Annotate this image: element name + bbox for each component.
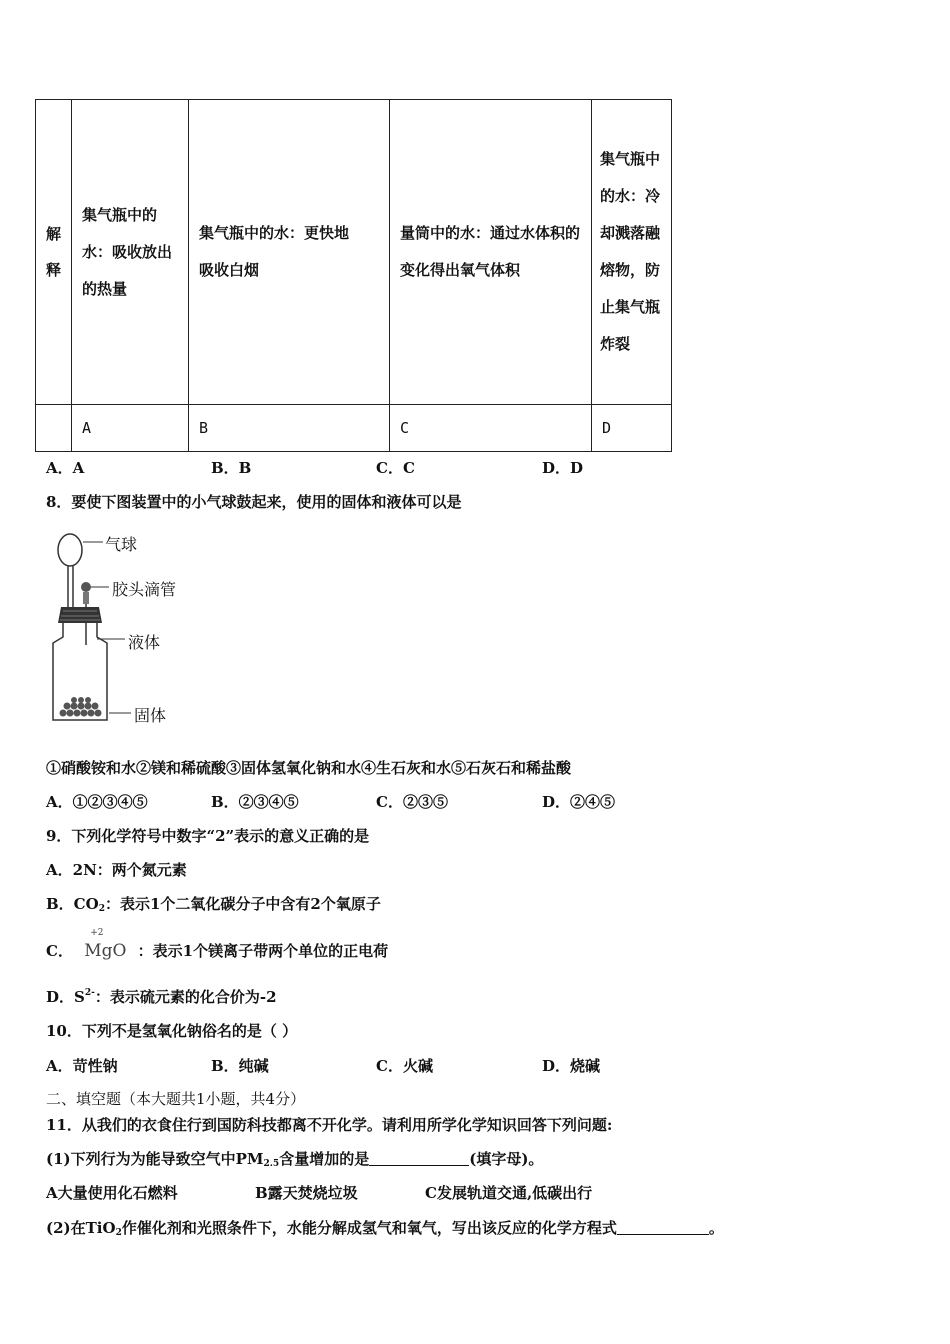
q9-option-a[interactable]: A．2N：两个氮元素 <box>46 861 187 879</box>
q9-option-d[interactable] <box>46 986 277 1007</box>
solid-particles <box>60 697 102 717</box>
letter-b: B <box>189 405 390 452</box>
q9-d-superscript: 2- <box>84 988 95 998</box>
q8-option-b[interactable]: B．②③④⑤ <box>211 793 299 811</box>
q7-table <box>35 99 672 452</box>
explanation-d: 集气瓶中的水：冷却溅落融熔物，防止集气瓶炸裂 <box>592 100 672 405</box>
q11-option-b[interactable]: B露天焚烧垃圾 <box>255 1184 358 1202</box>
q10-option-d[interactable]: D．烧碱 <box>542 1057 601 1075</box>
apparatus-figure <box>45 525 205 730</box>
q9-b-subscript: 2 <box>98 904 105 914</box>
q7-option-a[interactable]: A．A <box>46 459 85 477</box>
q8-option-d[interactable]: D．②④⑤ <box>542 793 616 811</box>
q9-option-c[interactable] <box>46 928 389 961</box>
q7-option-b[interactable]: B．B <box>211 459 252 477</box>
q11-p2-end: 。 <box>708 1219 724 1237</box>
q7-option-c[interactable]: C．C <box>376 459 415 477</box>
q11-part1 <box>46 1148 543 1169</box>
q11-stem: 11．从我们的衣食住行到国防科技都离不开化学。请利用所学化学知识回答下列问题: <box>46 1116 613 1134</box>
rubber-stopper <box>58 607 102 623</box>
label-dropper: 胶头滴管 <box>112 580 177 599</box>
q9-d-prefix: D．S <box>46 988 85 1006</box>
row-header: 解释 <box>36 100 72 405</box>
q8-option-a[interactable]: A．①②③④⑤ <box>46 793 148 811</box>
letter-a: A <box>72 405 189 452</box>
q8-option-c[interactable]: C．②③⑤ <box>376 793 448 811</box>
mgo-text: MgO <box>84 941 127 961</box>
q11-p2-prefix: (2)在TiO <box>46 1219 116 1237</box>
label-balloon: 气球 <box>105 535 138 554</box>
q11-p1-prefix: (1)下列行为为能导致空气中PM <box>46 1150 264 1168</box>
q9-option-b[interactable] <box>46 893 381 914</box>
q11-p1-suffix: 含量增加的是 <box>279 1150 370 1168</box>
q9-c-suffix: ：表示1个镁离子带两个单位的正电荷 <box>137 942 389 960</box>
q9-c-prefix: C． <box>46 942 73 960</box>
mgo-charge: +2 <box>90 928 104 938</box>
letter-c: C <box>390 405 592 452</box>
label-solid: 固体 <box>134 706 167 725</box>
dropper-bulb <box>81 582 91 592</box>
answer-blank-1[interactable] <box>369 1150 469 1166</box>
explanation-a: 集气瓶中的水：吸收放出的热量 <box>72 100 189 405</box>
letter-d: D <box>592 405 672 452</box>
q9-b-suffix: ：表示1个二氧化碳分子中含有2个氧原子 <box>104 895 381 913</box>
q9-stem: 9．下列化学符号中数字“2”表示的意义正确的是 <box>46 827 370 845</box>
label-liquid: 液体 <box>128 633 161 652</box>
q11-option-a[interactable]: A大量使用化石燃料 <box>46 1184 178 1202</box>
q9-b-prefix: B．CO <box>46 895 99 913</box>
mgo-formula <box>84 928 127 961</box>
q10-option-b[interactable]: B．纯碱 <box>211 1057 269 1075</box>
explanation-c: 量筒中的水：通过水体积的变化得出氧气体积 <box>390 100 592 405</box>
q11-option-c[interactable]: C发展轨道交通,低碳出行 <box>425 1184 593 1202</box>
q11-p1-end: (填字母)。 <box>469 1150 544 1168</box>
q11-p2-suffix: 作催化剂和光照条件下，水能分解成氢气和氧气，写出该反应的化学方程式 <box>121 1219 617 1237</box>
q11-part2 <box>46 1217 724 1238</box>
section-title: 二、填空题（本大题共1小题，共4分） <box>46 1090 306 1108</box>
q11-p1-subscript: 2.5 <box>263 1159 280 1169</box>
q10-stem: 10．下列不是氢氧化钠俗名的是（ ） <box>46 1022 298 1040</box>
q7-option-d[interactable]: D．D <box>542 459 584 477</box>
q9-d-suffix: ：表示硫元素的化合价为-2 <box>94 988 277 1006</box>
q10-option-a[interactable]: A．苛性钠 <box>46 1057 118 1075</box>
q8-pairs: ①硝酸铵和水②镁和稀硫酸③固体氢氧化钠和水④生石灰和水⑤石灰石和稀盐酸 <box>46 759 572 777</box>
q10-option-c[interactable]: C．火碱 <box>376 1057 433 1075</box>
answer-blank-2[interactable] <box>617 1219 709 1235</box>
balloon-shape <box>58 534 82 566</box>
empty-cell <box>36 405 72 452</box>
q8-stem: 8．要使下图装置中的小气球鼓起来，使用的固体和液体可以是 <box>46 493 462 511</box>
explanation-b: 集气瓶中的水：更快地吸收白烟 <box>189 100 390 405</box>
q11-p2-subscript: 2 <box>115 1228 122 1238</box>
